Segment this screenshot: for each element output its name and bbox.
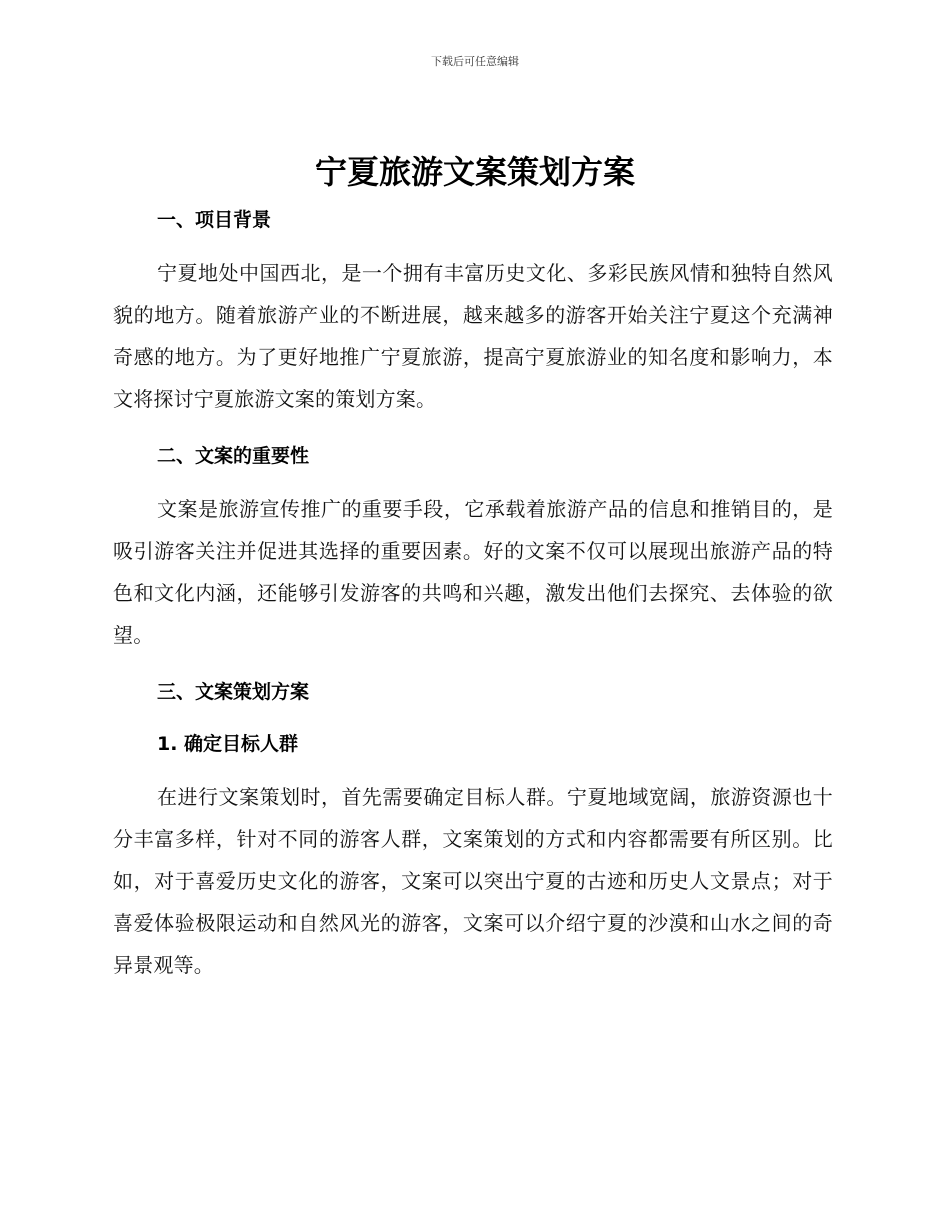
section-paragraph: 宁夏地处中国西北，是一个拥有丰富历史文化、多彩民族风情和独特自然风貌的地方。随着旅游产业的不断进展，越来越多的游客开始关注宁夏这个充满神奇感的地方。为了更好地推广宁夏旅游，提高宁夏旅游业的知名度和影响力，本文将探讨宁夏旅游文案的策划方案。: [113, 261, 833, 411]
section-copy-planning: [113, 672, 833, 986]
subsection-heading: 1. 确定目标人群: [157, 733, 299, 755]
section-paragraph: 文案是旅游宣传推广的重要手段，它承载着旅游产品的信息和推销目的，是吸引游客关注并促进其选择的重要因素。好的文案不仅可以展现出旅游产品的特色和文化内涵，还能够引发游客的共鸣和兴趣，激发出他们去探究、去体验的欲望。: [113, 497, 833, 647]
section-copy-importance: [113, 436, 833, 656]
section-project-background: [113, 200, 833, 420]
subsection-paragraph: 在进行文案策划时，首先需要确定目标人群。宁夏地域宽阔，旅游资源也十分丰富多样，针对不同的游客人群，文案策划的方式和内容都需要有所区别。比如，对于喜爱历史文化的游客，文案可以突出宁夏的古迹和历史人文景点；对于喜爱体验极限运动和自然风光的游客，文案可以介绍宁夏的沙漠和山水之间的奇异景观等。: [113, 785, 833, 977]
document-body: [113, 200, 833, 986]
document-title: 宁夏旅游文案策划方案: [314, 153, 635, 191]
section-heading: 二、文案的重要性: [157, 445, 310, 467]
page-header-note: 下载后可任意编辑: [431, 55, 519, 68]
section-heading: 三、文案策划方案: [157, 681, 310, 703]
section-heading: 一、项目背景: [157, 209, 272, 231]
